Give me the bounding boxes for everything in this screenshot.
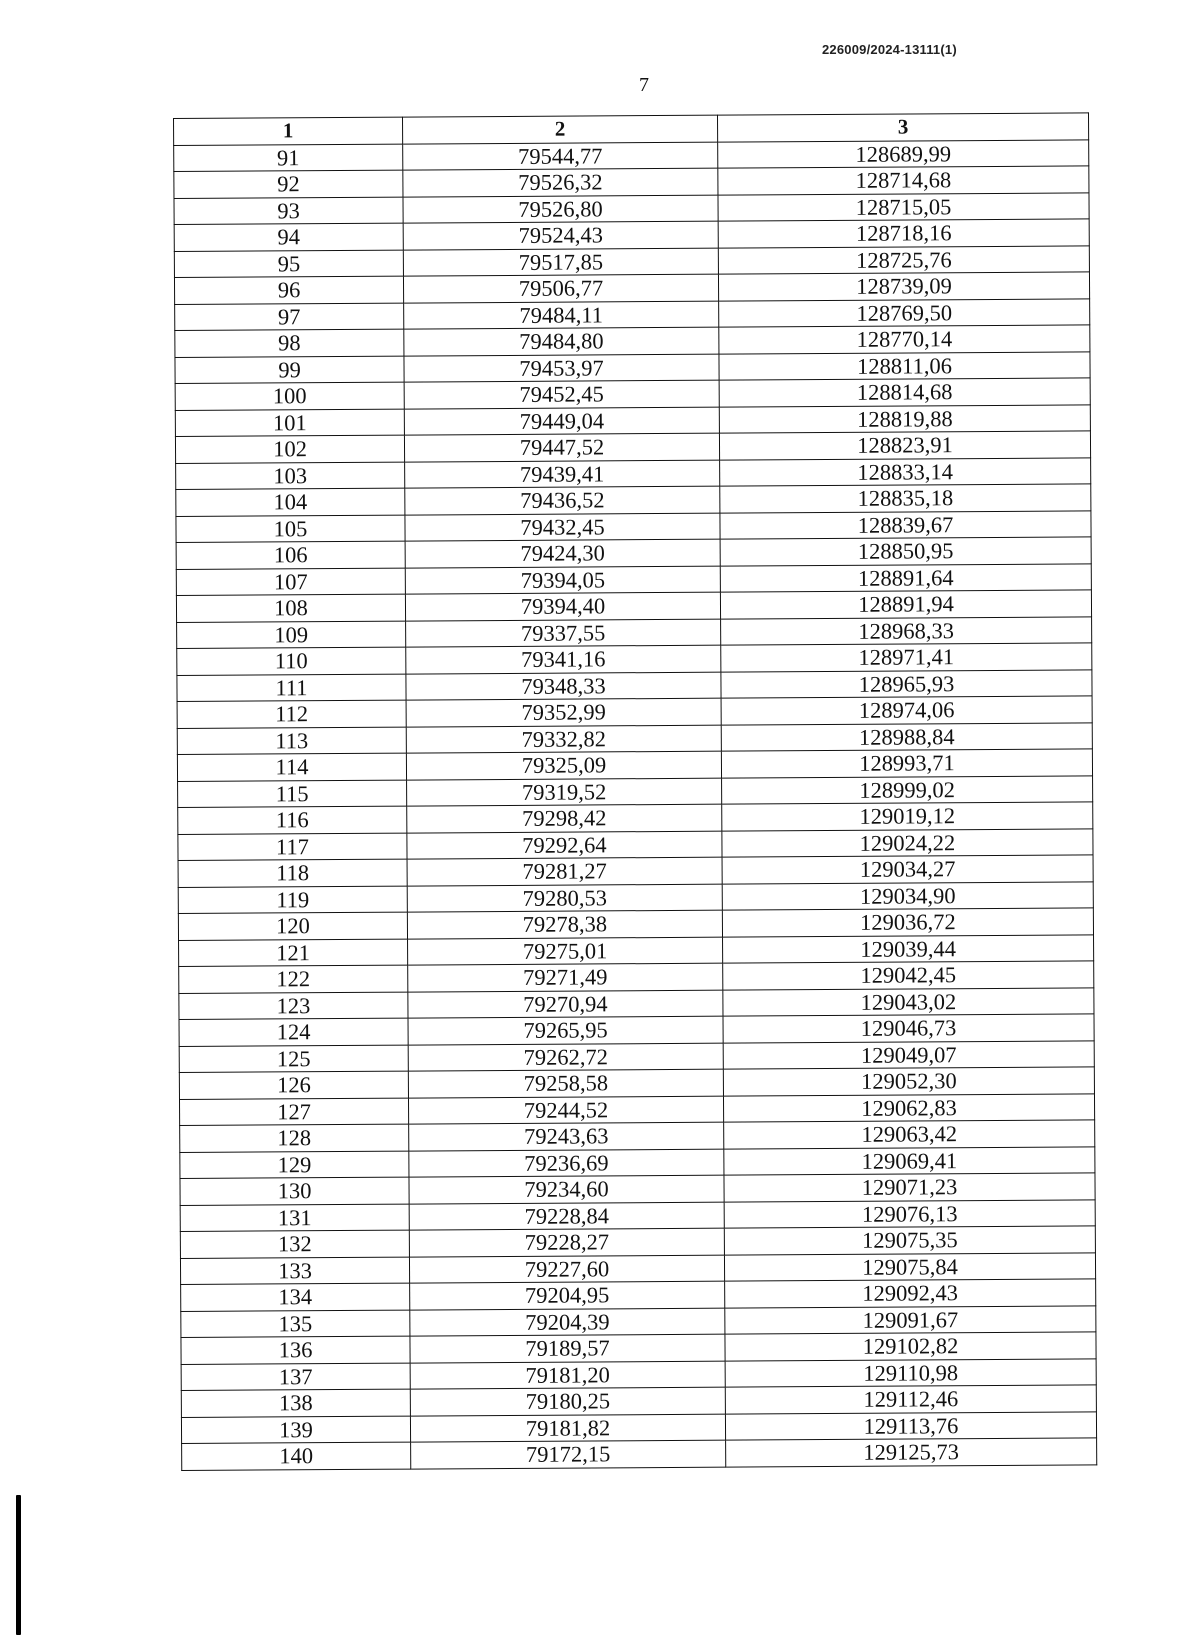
x-coordinate-cell: 79189,57 bbox=[410, 1334, 725, 1362]
x-coordinate-cell: 79243,63 bbox=[409, 1122, 724, 1150]
y-coordinate-cell: 129092,43 bbox=[725, 1279, 1096, 1308]
document-id: 226009/2024-13111(1) bbox=[822, 42, 957, 57]
x-coordinate-cell: 79439,41 bbox=[405, 460, 720, 488]
x-coordinate-cell: 79280,53 bbox=[407, 884, 722, 912]
x-coordinate-cell: 79394,05 bbox=[405, 566, 720, 594]
point-number-cell: 102 bbox=[175, 435, 404, 463]
y-coordinate-cell: 129063,42 bbox=[724, 1120, 1095, 1149]
point-number-cell: 116 bbox=[178, 806, 407, 834]
x-coordinate-cell: 79436,52 bbox=[405, 486, 720, 514]
column-header-2: 2 bbox=[402, 115, 717, 143]
y-coordinate-cell: 129071,23 bbox=[724, 1173, 1095, 1202]
y-coordinate-cell: 128971,41 bbox=[721, 643, 1092, 672]
x-coordinate-cell: 79424,30 bbox=[405, 539, 720, 567]
point-number-cell: 115 bbox=[178, 780, 407, 808]
x-coordinate-cell: 79341,16 bbox=[406, 645, 721, 673]
y-coordinate-cell: 128814,68 bbox=[719, 378, 1090, 407]
point-number-cell: 125 bbox=[179, 1045, 408, 1073]
y-coordinate-cell: 129036,72 bbox=[722, 908, 1093, 937]
x-coordinate-cell: 79278,38 bbox=[407, 910, 722, 938]
point-number-cell: 98 bbox=[175, 329, 404, 357]
point-number-cell: 103 bbox=[176, 462, 405, 490]
y-coordinate-cell: 129052,30 bbox=[723, 1067, 1094, 1096]
point-number-cell: 138 bbox=[181, 1389, 410, 1417]
y-coordinate-cell: 128739,09 bbox=[718, 272, 1089, 301]
x-coordinate-cell: 79172,15 bbox=[411, 1440, 726, 1468]
point-number-cell: 94 bbox=[174, 223, 403, 251]
x-coordinate-cell: 79517,85 bbox=[403, 248, 718, 276]
point-number-cell: 117 bbox=[178, 833, 407, 861]
y-coordinate-cell: 129034,27 bbox=[722, 855, 1093, 884]
point-number-cell: 123 bbox=[179, 992, 408, 1020]
x-coordinate-cell: 79447,52 bbox=[404, 433, 719, 461]
point-number-cell: 99 bbox=[175, 356, 404, 384]
x-coordinate-cell: 79453,97 bbox=[404, 354, 719, 382]
scan-edge-mark bbox=[16, 1495, 21, 1635]
y-coordinate-cell: 128823,91 bbox=[719, 431, 1090, 460]
point-number-cell: 93 bbox=[174, 197, 403, 225]
point-number-cell: 140 bbox=[182, 1442, 411, 1470]
x-coordinate-cell: 79337,55 bbox=[406, 619, 721, 647]
x-coordinate-cell: 79204,39 bbox=[410, 1308, 725, 1336]
x-coordinate-cell: 79292,64 bbox=[407, 831, 722, 859]
y-coordinate-cell: 128839,67 bbox=[720, 510, 1091, 539]
point-number-cell: 129 bbox=[180, 1151, 409, 1179]
y-coordinate-cell: 128769,50 bbox=[719, 298, 1090, 327]
x-coordinate-cell: 79228,84 bbox=[409, 1202, 724, 1230]
point-number-cell: 121 bbox=[179, 939, 408, 967]
point-number-cell: 109 bbox=[177, 621, 406, 649]
y-coordinate-cell: 129113,76 bbox=[725, 1411, 1096, 1440]
x-coordinate-cell: 79236,69 bbox=[409, 1149, 724, 1177]
point-number-cell: 130 bbox=[180, 1177, 409, 1205]
x-coordinate-cell: 79265,95 bbox=[408, 1016, 723, 1044]
y-coordinate-cell: 128819,88 bbox=[719, 404, 1090, 433]
y-coordinate-cell: 128850,95 bbox=[720, 537, 1091, 566]
point-number-cell: 97 bbox=[175, 303, 404, 331]
point-number-cell: 96 bbox=[174, 276, 403, 304]
y-coordinate-cell: 128689,99 bbox=[718, 139, 1089, 168]
y-coordinate-cell: 129125,73 bbox=[726, 1438, 1097, 1467]
x-coordinate-cell: 79181,20 bbox=[410, 1361, 725, 1389]
x-coordinate-cell: 79524,43 bbox=[403, 221, 718, 249]
x-coordinate-cell: 79506,77 bbox=[403, 274, 718, 302]
y-coordinate-cell: 129046,73 bbox=[723, 1014, 1094, 1043]
y-coordinate-cell: 129039,44 bbox=[723, 934, 1094, 963]
point-number-cell: 120 bbox=[178, 912, 407, 940]
y-coordinate-cell: 128993,71 bbox=[721, 749, 1092, 778]
x-coordinate-cell: 79352,99 bbox=[406, 698, 721, 726]
y-coordinate-cell: 129042,45 bbox=[723, 961, 1094, 990]
point-number-cell: 136 bbox=[181, 1336, 410, 1364]
y-coordinate-cell: 128725,76 bbox=[718, 245, 1089, 274]
y-coordinate-cell: 128974,06 bbox=[721, 696, 1092, 725]
point-number-cell: 126 bbox=[179, 1071, 408, 1099]
y-coordinate-cell: 128999,02 bbox=[722, 775, 1093, 804]
x-coordinate-cell: 79325,09 bbox=[406, 751, 721, 779]
y-coordinate-cell: 129069,41 bbox=[724, 1146, 1095, 1175]
table-row bbox=[182, 1438, 1097, 1470]
y-coordinate-cell: 128835,18 bbox=[720, 484, 1091, 513]
y-coordinate-cell: 129102,82 bbox=[725, 1332, 1096, 1361]
point-number-cell: 110 bbox=[177, 647, 406, 675]
point-number-cell: 114 bbox=[177, 753, 406, 781]
point-number-cell: 106 bbox=[176, 541, 405, 569]
point-number-cell: 112 bbox=[177, 700, 406, 728]
point-number-cell: 95 bbox=[174, 250, 403, 278]
point-number-cell: 133 bbox=[180, 1257, 409, 1285]
table-body bbox=[174, 139, 1097, 1470]
y-coordinate-cell: 129091,67 bbox=[725, 1305, 1096, 1334]
y-coordinate-cell: 129075,84 bbox=[724, 1252, 1095, 1281]
y-coordinate-cell: 129075,35 bbox=[724, 1226, 1095, 1255]
coordinates-table bbox=[173, 112, 1097, 1470]
y-coordinate-cell: 129110,98 bbox=[725, 1358, 1096, 1387]
x-coordinate-cell: 79234,60 bbox=[409, 1175, 724, 1203]
x-coordinate-cell: 79332,82 bbox=[406, 725, 721, 753]
point-number-cell: 132 bbox=[180, 1230, 409, 1258]
point-number-cell: 111 bbox=[177, 674, 406, 702]
x-coordinate-cell: 79262,72 bbox=[408, 1043, 723, 1071]
y-coordinate-cell: 128770,14 bbox=[719, 325, 1090, 354]
y-coordinate-cell: 129062,83 bbox=[723, 1093, 1094, 1122]
x-coordinate-cell: 79484,80 bbox=[404, 327, 719, 355]
x-coordinate-cell: 79271,49 bbox=[408, 963, 723, 991]
x-coordinate-cell: 79204,95 bbox=[410, 1281, 725, 1309]
y-coordinate-cell: 128891,64 bbox=[720, 563, 1091, 592]
x-coordinate-cell: 79544,77 bbox=[403, 142, 718, 170]
point-number-cell: 91 bbox=[174, 144, 403, 172]
y-coordinate-cell: 128968,33 bbox=[721, 616, 1092, 645]
point-number-cell: 139 bbox=[181, 1416, 410, 1444]
page-number: 7 bbox=[639, 74, 649, 96]
x-coordinate-cell: 79227,60 bbox=[409, 1255, 724, 1283]
point-number-cell: 104 bbox=[176, 488, 405, 516]
y-coordinate-cell: 129076,13 bbox=[724, 1199, 1095, 1228]
y-coordinate-cell: 128988,84 bbox=[721, 722, 1092, 751]
x-coordinate-cell: 79258,58 bbox=[408, 1069, 723, 1097]
y-coordinate-cell: 128714,68 bbox=[718, 166, 1089, 195]
point-number-cell: 101 bbox=[175, 409, 404, 437]
point-number-cell: 122 bbox=[179, 965, 408, 993]
point-number-cell: 108 bbox=[176, 594, 405, 622]
x-coordinate-cell: 79275,01 bbox=[408, 937, 723, 965]
x-coordinate-cell: 79452,45 bbox=[404, 380, 719, 408]
y-coordinate-cell: 129049,07 bbox=[723, 1040, 1094, 1069]
x-coordinate-cell: 79228,27 bbox=[409, 1228, 724, 1256]
x-coordinate-cell: 79526,32 bbox=[403, 168, 718, 196]
y-coordinate-cell: 128965,93 bbox=[721, 669, 1092, 698]
x-coordinate-cell: 79319,52 bbox=[407, 778, 722, 806]
y-coordinate-cell: 128891,94 bbox=[720, 590, 1091, 619]
y-coordinate-cell: 129024,22 bbox=[722, 828, 1093, 857]
point-number-cell: 118 bbox=[178, 859, 407, 887]
y-coordinate-cell: 128715,05 bbox=[718, 192, 1089, 221]
x-coordinate-cell: 79298,42 bbox=[407, 804, 722, 832]
y-coordinate-cell: 129034,90 bbox=[722, 881, 1093, 910]
x-coordinate-cell: 79348,33 bbox=[406, 672, 721, 700]
y-coordinate-cell: 129112,46 bbox=[725, 1385, 1096, 1414]
x-coordinate-cell: 79244,52 bbox=[408, 1096, 723, 1124]
y-coordinate-cell: 129043,02 bbox=[723, 987, 1094, 1016]
point-number-cell: 119 bbox=[178, 886, 407, 914]
point-number-cell: 135 bbox=[181, 1310, 410, 1338]
point-number-cell: 128 bbox=[180, 1124, 409, 1152]
point-number-cell: 107 bbox=[176, 568, 405, 596]
x-coordinate-cell: 79281,27 bbox=[407, 857, 722, 885]
point-number-cell: 131 bbox=[180, 1204, 409, 1232]
point-number-cell: 105 bbox=[176, 515, 405, 543]
x-coordinate-cell: 79449,04 bbox=[404, 407, 719, 435]
point-number-cell: 134 bbox=[181, 1283, 410, 1311]
point-number-cell: 113 bbox=[177, 727, 406, 755]
x-coordinate-cell: 79270,94 bbox=[408, 990, 723, 1018]
x-coordinate-cell: 79394,40 bbox=[405, 592, 720, 620]
x-coordinate-cell: 79181,82 bbox=[410, 1414, 725, 1442]
y-coordinate-cell: 128811,06 bbox=[719, 351, 1090, 380]
x-coordinate-cell: 79180,25 bbox=[410, 1387, 725, 1415]
point-number-cell: 100 bbox=[175, 382, 404, 410]
y-coordinate-cell: 128833,14 bbox=[720, 457, 1091, 486]
x-coordinate-cell: 79432,45 bbox=[405, 513, 720, 541]
point-number-cell: 92 bbox=[174, 170, 403, 198]
column-header-3: 3 bbox=[717, 113, 1088, 142]
point-number-cell: 137 bbox=[181, 1363, 410, 1391]
column-header-1: 1 bbox=[174, 117, 403, 145]
x-coordinate-cell: 79526,80 bbox=[403, 195, 718, 223]
y-coordinate-cell: 129019,12 bbox=[722, 802, 1093, 831]
point-number-cell: 127 bbox=[179, 1098, 408, 1126]
y-coordinate-cell: 128718,16 bbox=[718, 219, 1089, 248]
x-coordinate-cell: 79484,11 bbox=[404, 301, 719, 329]
point-number-cell: 124 bbox=[179, 1018, 408, 1046]
